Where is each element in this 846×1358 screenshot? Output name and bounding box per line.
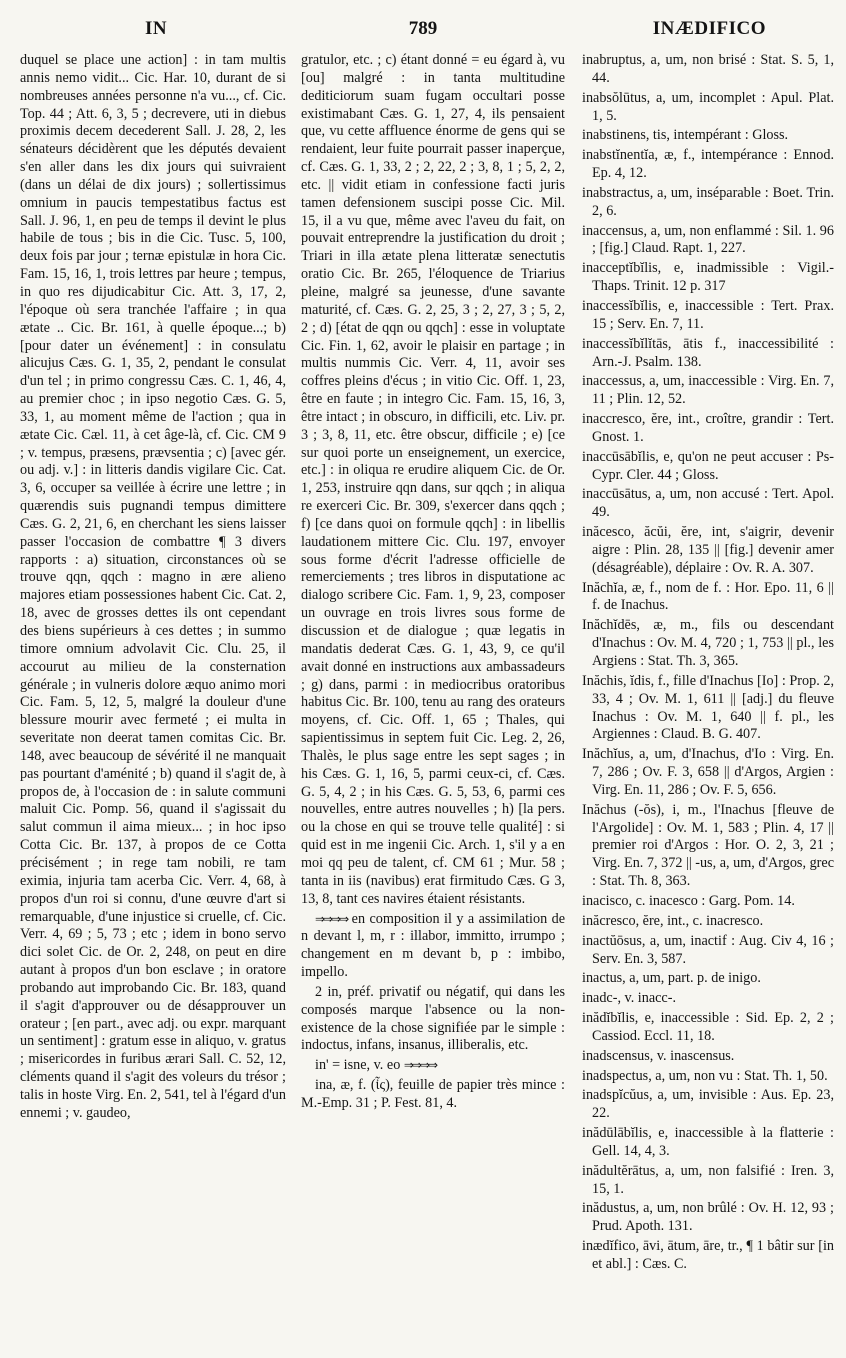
- arrow-icon: ⇒⇒⇒⇒: [403, 1058, 437, 1073]
- dictionary-entry: inactus, a, um, part. p. de inigo.: [582, 970, 761, 987]
- dictionary-entry: inabstĭnentĭa, æ, f., intempérance : Ennod. Ep. 4, 12.: [582, 147, 834, 182]
- dictionary-entry: inădustus, a, um, non brûlé : Ov. H. 12, 93 ; Prud. Apoth. 131.: [582, 1200, 834, 1235]
- dictionary-entry: inabsŏlūtus, a, um, incomplet : Apul. Plat. 1, 5.: [582, 89, 834, 124]
- dictionary-entry: inacisco, c. inacesco : Garg. Pom. 14.: [582, 892, 795, 909]
- dictionary-entry: Inăchis, ĭdis, f., fille d'Inachus [Io] : Prop. 2, 33, 4 ; Ov. M. 1, 611 || [adj.] du fleuve Inachus : Ov. M. 1, 640 || f. pl., les Argiennes : Claud. B. G. 407.: [582, 672, 834, 743]
- entry-text: gratulor, etc. ; c) étant donné = eu égard à, vu [ou] malgré : in tanta multitudine dediticiorum suam fugam occultari posse existimabant Cæs. G. 1, 27, 4, ils pensaient que, vu cette affluence énorme de gens qui se rendaient, leur fuite pourrait passer inaperçue, cf. Cæs. G. 1, 33, 2 ; 2, 22, 2 ; 3, 8, 1 ; 5, 2, 2, etc. || vidit etiam in confessione facti juris tamen defensionem suscipi posse Cic. Mil. 15, il a vu que, même avec l'aveu du fait, on pouvait entreprendre la justification du droit ; Triari in illa ætate plena litteratæ senectutis oratio Cic. Br. 265, l'éloquence de Triarius pleine, malgré sa jeunesse, d'une savante maturité, cf. Cæs. G. 2, 25, 3 ; 2, 27, 3 ; 5, 2, 2 ; d) [état de qqn ou qqch] : esse in voluptate Cic. Fin. 1, 62, avoir le plaisir en partage ; in multis nummis Cic. Verr. 4, 11, avoir ses coffres pleins d'écus ; in vitio Cic. Off. 1, 23, être en faute ; in integro Cic. Fam. 15, 16, 3, être intact ; in obscuro, in difficili, etc. Liv. pr. 3 ; 3, 8, 11, etc. être obscur, difficile ; e) [ce sur quoi porte un enseignement, un exercice, etc.] : in oliqua re erudire aliquem Cic. de Or. 1, 253, instruire qqn dans, sur qqch ; in aliqua re exerceri Cic. Br. 309, s'exercer dans qqch ; f) [ce dans quoi on formule qqch] : in libellis laudationem mittere Cic. Clu. 197, envoyer sous forme d'écrit l'adresse officielle de remerciements ; tres libros in disputatione ac dialogo scribere Cic. Fam. 1, 9, 23, composer un ouvrage en trois livres sous forme de discussion et de dialogue ; quæ legatis in mandatis dederat Cæs. G. 1, 43, 9, ce qu'il avait donné en instructions aux ambassadeurs ; g) dans, parmi : in mediocribus oratoribus habitus Cic. Br. 100, tenu au rang des orateurs moyens, cf. Cic. Off. 1, 65 ; Thales, qui sapientissimus in septem fuit Cic. Leg. 2, 26, Thalès, le plus sage entre les sept sages ; in his Cæs. G. 1, 16, 5, parmi ceux-ci, cf. Cæs. G. 5, 4, 2 ; in his Cæs. G. 5, 53, 6, parmi ces nouvelles, entre autres nouvelles ; h) [la pers. ou la chose en qui se trouve telle qualité] : si quid est in me ingenii Cic. Arch. 1, s'il y a en moi qq peu de talent, cf. CM 61 ; Mur. 58 ; tanta in iis (navibus) erat firmitudo Cæs. G 3, 13, 8, tant ces navires étaient résistants.: [301, 52, 565, 907]
- dictionary-entry: inactŭōsus, a, um, inactif : Aug. Civ 4, 16 ; Serv. En. 3, 587.: [582, 932, 834, 967]
- dictionary-entry: inăcresco, ĕre, int., c. inacresco.: [582, 912, 764, 929]
- dictionary-entry: inabruptus, a, um, non brisé : Stat. S. 5, 1, 44.: [582, 52, 834, 86]
- column-middle: [301, 52, 565, 1352]
- dictionary-entry: inabstractus, a, um, inséparable : Boet. Trin. 2, 6.: [582, 184, 834, 219]
- dictionary-entry: inadspectus, a, um, non vu : Stat. Th. 1, 50.: [582, 1067, 828, 1084]
- dictionary-entry: inadscensus, v. inascensus.: [582, 1047, 735, 1064]
- dictionary-entry: Inăchĭa, æ, f., nom de f. : Hor. Epo. 11, 6 || f. de Inachus.: [582, 579, 834, 614]
- dictionary-entry: Inăchus (-ŏs), i, m., l'Inachus [fleuve de l'Argolide] : Ov. M. 1, 583 ; Plin. 4, 17 || premier roi d'Argos : Hor. O. 2, 3, 21 ; Virg. En. 7, 372 || -us, a, um, d'Argos, grec : Stat. Th. 8, 363.: [582, 801, 834, 890]
- dictionary-entry: Inăchĭdēs, æ, m., fils ou descendant d'Inachus : Ov. M. 4, 720 ; 1, 753 || pl., les Argiens : Stat. Th. 3, 365.: [582, 617, 834, 669]
- dictionary-entry: inaccessus, a, um, inaccessible : Virg. En. 7, 11 ; Plin. 12, 52.: [582, 373, 834, 408]
- assimilation-note: en composition il y a assimilation de n devant l, m, r : illabor, immitto, irrumpo ; changement en m devant b, p : imbibo, impello.: [301, 910, 565, 981]
- dictionary-entry: inaccresco, ĕre, int., croître, grandir : Tert. Gnost. 1.: [582, 411, 834, 445]
- dictionary-entry: inădūlābĭlis, e, inaccessible à la flatterie : Gell. 14, 4, 3.: [582, 1125, 834, 1159]
- column-left: [20, 52, 286, 1352]
- entry-paragraph: [301, 1057, 565, 1075]
- dictionary-entry: inacceptĭbĭlis, e, inadmissible : Vigil.-Thaps. Trinit. 12 p. 317: [582, 260, 834, 295]
- dictionary-entry: inăcesco, ăcŭi, ĕre, int, s'aigrir, devenir aigre : Plin. 28, 135 || [fig.] devenir amer (désagréable), déplaire : Ov. R. A. 307.: [582, 524, 834, 576]
- running-head-left: IN: [145, 18, 168, 39]
- arrow-icon: ⇒⇒⇒⇒: [315, 911, 348, 926]
- page-header: [0, 0, 846, 52]
- entry-text: duquel se place une action] : in tam multis annis nemo vidit... Cic. Har. 10, durant de si nombreuses années personne n'a vu..., cf. Cic. Top. 44 ; Att. 6, 3, 5 ; decrevere, uti in diebus proximis decem decederent Sall. J. 28, 2, les sénateurs décidèrent que les députés devaient s'en aller dans les dix jours qui suivraient (dans un délai de dix jours) ; sollertissimus omnium in paucis tempestatibus factus est Sall. J. 96, 1, en peu de temps il devint le plus habile de tous ; bis in die Cic. Tusc. 5, 100, deux fois par jour ; ternæ epistulæ in hora Cic. Fam. 15, 16, 1, trois lettres par heure ; tempus, in quo res dijudicabitur Cic. Att. 3, 17, 2, l'époque où sera tranchée l'affaire ; in qua ætate .. Cic. Br. 161, à quelle époque...; b) [pour dater un événement] : in consulatu alicujus Cæs. G. 1, 35, 2, pendant le consulat d'un tel ; in primo congressu Cæs. C. 1, 46, 4, au premier choc ; in ipso negotio Cæs. G. 5, 33, 1, au moment même de l'action ; qua in ætate Cic. Cæl. 11, à cet âge-là, cf. Cic. CM 9 ; v. tempus, præsens, prævsentia ; c) [avec gér. ou adj. v.] : in litteris dandis vigilare Cic. Cat. 3, 6, occuper sa veillée à écrire une lettre ; in quærendis suis pugnandi tempus dimittere Cæs. G. 2, 21, 6, en cherchant les siens laisser passer l'occasion de combattre ¶ 3 divers rapports : a) situation, circonstances où se trouve qqn, qqch : magno in ære alieno majores etiam possessiones habent Cic. Cat. 2, 18, avec de grosses dettes ils ont cependant des biens supérieurs à ces dettes ; in summo timore omnium advolavit Cic. Clu. 25, il accourut au milieu de la consternation générale ; in vulneris dolore æquo animo mori Cic. Fam. 5, 12, 5, malgré la douleur d'une blessure mourir avec fermeté ; ei multa in severitate non deerat tamen comitas Cic. Br. 148, avec beaucoup de sévérité il ne manquait pas pourtant d'aménité ; b) quand il s'agit de, à propos de, à l'occasion de : in salute communi maluit Cic. Pomp. 56, quand il s'agissait du salut commun il aima mieux... ; in hoc ipso Cotta Cic. Br. 137, à propos de ce Cotta précisément ; in rege tam nobili, re tam eximia, injuria tam acerba Cic. Verr. 4, 68, à propos d'un roi si connu, d'une œuvre d'art si remarquable, d'une injustice si cruelle, cf. Cic. Verr. 4, 69 ; 5, 73 ; etc ; idem in bono servo dici solet Cic. de Or. 2, 248, on peut en dire autant à propos d'un bon esclave ; in oratore probando aut improbando Cic. Br. 183, quand il s'agit d'approuver ou de désapprouver un orateur ; [en part., avec adj. ou expr. marquant un sentiment] : gratum esse in aliquo, v. gratus ; misericordes in furibus ærari Sall. C. 52, 12, cléments quand il s'agit des voleurs du trésor ; talis in hoste Virg. En. 2, 541, tel à l'égard d'un ennemi ; v. gaudeo,: [20, 52, 286, 1121]
- dictionary-entry: inădĭbĭlis, e, inaccessible : Sid. Ep. 2, 2 ; Cassiod. Eccl. 11, 18.: [582, 1010, 834, 1044]
- dictionary-entry: inaccessĭbĭlis, e, inaccessible : Tert. Prax. 15 ; Serv. En. 7, 11.: [582, 297, 834, 332]
- page-number: 789: [408, 18, 438, 39]
- dictionary-entry: inaccūsābĭlis, e, qu'on ne peut accuser : Ps-Cypr. Cler. 44 ; Gloss.: [582, 448, 834, 483]
- column-right: [582, 52, 834, 1352]
- dictionary-entry: inaccensus, a, um, non enflammé : Sil. 1. 96 ; [fig.] Claud. Rapt. 1, 227.: [582, 222, 834, 257]
- entry-paragraph: 2 in, préf. privatif ou négatif, qui dans les composés marque l'absence ou la non-existence de la chose signifiée par le simple : indoctus, infans, insanus, illiberalis, etc.: [301, 983, 565, 1054]
- dictionary-entry: inădultĕrātus, a, um, non falsifié : Iren. 3, 15, 1.: [582, 1162, 834, 1197]
- entry-paragraph: [301, 911, 565, 982]
- dictionary-entry: inaccūsātus, a, um, non accusé : Tert. Apol. 49.: [582, 486, 834, 521]
- dictionary-entry: inabstinens, tis, intempérant : Gloss.: [582, 127, 789, 144]
- running-head-right: INÆDIFICO: [652, 18, 766, 39]
- dictionary-entry: inadspĭcŭus, a, um, invisible : Aus. Ep. 23, 22.: [582, 1087, 834, 1122]
- entry-in-isne: in' = isne, v. eo: [315, 1057, 401, 1074]
- dictionary-entry: Inăchĭus, a, um, d'Inachus, d'Io : Virg. En. 7, 286 ; Ov. F. 3, 658 || d'Argos, Argien : Virg. En. 11, 286 ; Ov. F. 5, 656.: [582, 746, 834, 798]
- entry-paragraph: ina, æ, f. (ἶς), feuille de papier très mince : M.-Emp. 31 ; P. Fest. 81, 4.: [301, 1077, 565, 1111]
- dictionary-entry: inadc-, v. inacc-.: [582, 990, 677, 1007]
- dictionary-entry: inædĭfico, āvi, ātum, āre, tr., ¶ 1 bâtir sur [in et abl.] : Cæs. C.: [582, 1238, 834, 1272]
- dictionary-entry: inaccessĭbĭlĭtās, ātis f., inaccessibilité : Arn.-J. Psalm. 138.: [582, 335, 834, 370]
